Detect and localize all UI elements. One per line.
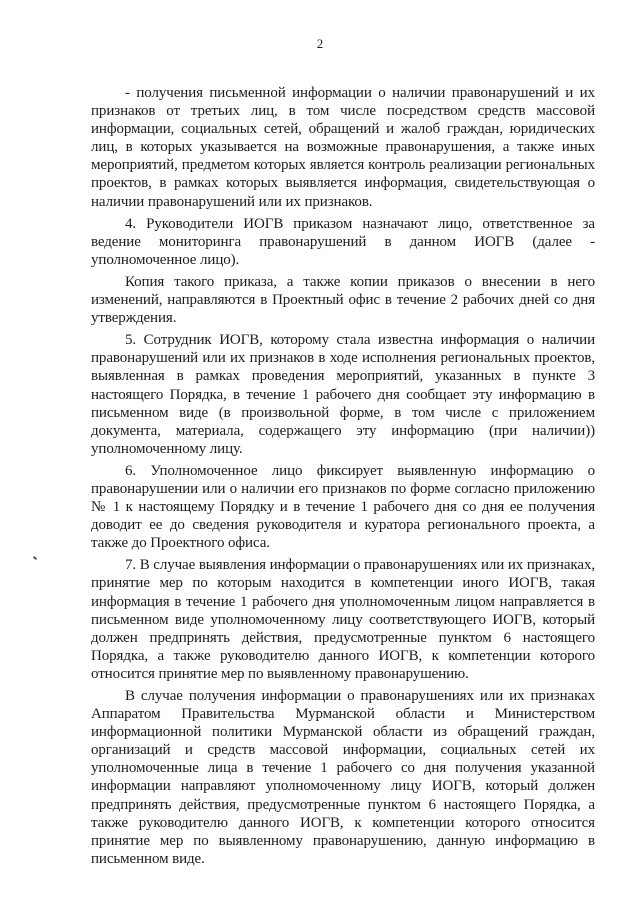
paragraph-government-apparatus: В случае получения информации о правонарушениях или их признаках Аппаратом Правительства Мурманской области и Министерством информационной политики Мурманской области из обращений граждан, организаций и средств массовой информации, социальных сетей их уполномоченные лица в течение 1 рабочего со дня получения указанной информации направляют уполномоченному лицу ИОГВ, который должен предпринять действия, предусмотренные пунктом 6 настоящего Порядка, а также руководителю данного ИОГВ, к компетенции которого относится принятие мер по выявленному правонарушению, данную информацию в письменном виде. [91, 688, 595, 867]
paragraph-item-4: 4. Руководители ИОГВ приказом назначают лицо, ответственное за ведение мониторинга правонарушений в данном ИОГВ (далее - уполномоченное лицо). [91, 215, 595, 268]
paragraph-third-party-info: - получения письменной информации о наличии правонарушений и их признаков от третьих лиц, в том числе посредством средств массовой информации, социальных сетей, обращений и жалоб граждан, юридических лиц, в которых указывается на возможные правонарушения, а также иных мероприятий, предметом которых является контроль реализации региональных проектов, в рамках которых выявляется информация, свидетельствующая о наличии правонарушений или их признаков. [91, 85, 595, 210]
document-body [91, 84, 595, 868]
paragraph-item-7: 7. В случае выявления информации о правонарушениях или их признаках, принятие мер по которым находится в компетенции иного ИОГВ, такая информация в течение 1 рабочего дня уполномоченным лицом направляется в письменном виде уполномоченному лицу соответствующего ИОГВ, который должен предпринять действия, предусмотренные пунктом 6 настоящего Порядка, а также руководителю данного ИОГВ, к компетенции которого относится принятие мер по выявленному правонарушению. [91, 557, 595, 682]
paragraph-item-5: 5. Сотрудник ИОГВ, которому стала известна информация о наличии правонарушений или их признаков в ходе исполнения региональных проектов, выявленная в рамках проведения мероприятий, указанных в пункте 3 настоящего Порядка, в течение 1 рабочего дня сообщает эту информацию в письменном виде (в произвольной форме, в том числе с приложением документа, материала, содержащего эту информацию (при наличии)) уполномоченному лицу. [91, 332, 595, 457]
paragraph-item-6: 6. Уполномоченное лицо фиксирует выявленную информацию о правонарушении или о наличии его признаков по форме согласно приложению № 1 к настоящему Порядку и в течение 1 рабочего дня со дня ее получения доводит ее до сведения руководителя и куратора регионального проекта, а также до Проектного офиса. [91, 462, 595, 552]
page-number: 2 [316, 36, 324, 51]
scan-artifact-mark [33, 556, 37, 560]
paragraph-order-copy: Копия такого приказа, а также копии приказов о внесении в него изменений, направляются в Проектный офис в течение 2 рабочих дней со дня утверждения. [91, 273, 595, 327]
